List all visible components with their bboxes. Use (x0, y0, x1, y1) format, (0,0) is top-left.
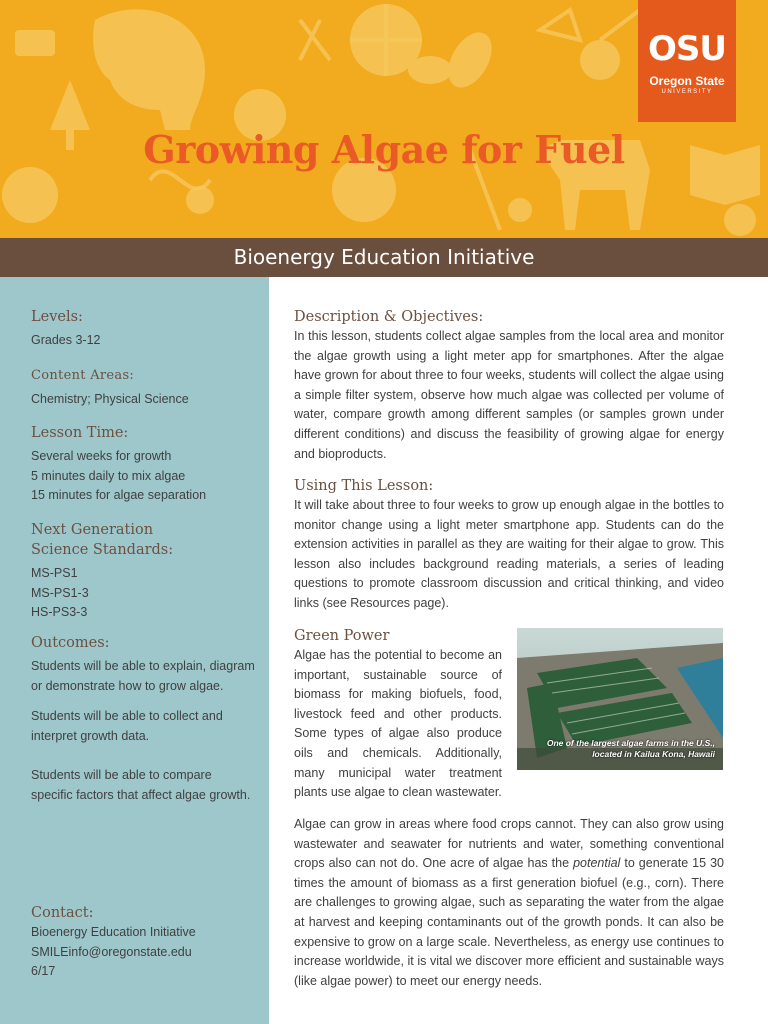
photo-caption: One of the largest algae farms in the U.S., located in Kailua Kona, Hawaii (546, 738, 715, 759)
osu-logo (638, 0, 736, 122)
osu-logo-sub: UNIVERSITY (661, 89, 713, 95)
using-heading: Using This Lesson: (294, 478, 434, 494)
page-title: Growing Algae for Fuel (143, 127, 625, 172)
outcome-item: Students will be able to explain, diagram or demonstrate how to grow algae. (31, 659, 255, 693)
skull-icon (2, 167, 58, 223)
description-heading: Description & Objectives: (294, 309, 484, 325)
description-text: In this lesson, students collect algae samples from the local area and monitor the algae growth using a light meter app for smartphones. After the algae have grown for about three to four weeks, students will collect the algae using a simple filter system, observe how much algae was collected per volume of water, compare growth among different samples (or samples grown under different conditions) and discuss the feasibility of growing algae for energy and bioproducts. (294, 329, 724, 461)
box-icon (15, 30, 55, 56)
subtitle-bar: Bioenergy Education Initiative (0, 238, 768, 277)
lesson-time-item: 5 minutes daily to mix algae (31, 468, 186, 483)
levels-heading: Levels: (31, 309, 83, 325)
using-section (294, 476, 724, 614)
contact-email[interactable]: SMILEinfo@oregonstate.edu (31, 944, 192, 959)
challenges-text-pre: Algae can grow in areas where food crops cannot. They can also grow using wastewater and seawater for nutrients and water, something conventional crops also can not do. One acre of algae has the (294, 817, 724, 871)
outcomes-heading: Outcomes: (31, 635, 110, 651)
contact-item: Bioenergy Education Initiative (31, 925, 196, 939)
osu-logo-name: Oregon State (649, 74, 725, 88)
content-areas-heading: Content Areas: (31, 368, 135, 383)
microbe-icon (408, 56, 452, 84)
challenges-text-post: to generate 15 30 times the amount of biomass as a first generation biofuel (e.g., corn). There are challenges to growing algae, such as separating the water from the algae at harvest and keeping contaminants out of the growth ponds. It can also be expensive to grow on a large scale. Nevertheless, as energy use continues to increase worldwide, it is vital we discover more efficient and sustainable ways (like algae power) to meet our energy needs. (294, 856, 724, 988)
description-section (294, 307, 724, 464)
levels-section (31, 307, 256, 351)
lesson-time-section (31, 423, 256, 506)
challenges-section (294, 815, 724, 991)
challenges-text (294, 815, 724, 991)
content-areas-value: Chemistry; Physical Science (31, 392, 189, 406)
outcomes-section (31, 633, 256, 805)
contact-heading: Contact: (31, 905, 94, 921)
head-icon (93, 9, 205, 130)
algae-farm-photo (517, 628, 723, 770)
header-banner (0, 0, 768, 238)
green-power-heading: Green Power (294, 628, 390, 644)
lesson-time-heading: Lesson Time: (31, 425, 129, 441)
tree-icon (50, 80, 90, 130)
ngss-item: HS-PS3-3 (31, 605, 88, 619)
levels-value: Grades 3-12 (31, 333, 101, 347)
using-text: It will take about three to four weeks to grow up enough algae in the bottles to monitor change using a light meter smartphone app. Students can do the extension activities in parallel as they are waiting for their algae to grow. This lesson also includes background reading materials, a series of leading questions to promote classroom discussion and critical thinking, and video links (see Resources page). (294, 498, 724, 610)
lesson-time-item: Several weeks for growth (31, 449, 172, 463)
leaf-icon (439, 25, 500, 95)
contact-date: 6/17 (31, 964, 56, 978)
osu-logo-mark: OSU (648, 29, 726, 69)
content-areas-section (31, 366, 256, 410)
ngss-item: MS-PS1-3 (31, 585, 89, 600)
outcome-item: Students will be able to collect and interpret growth data. (31, 709, 223, 743)
ngss-heading: Next Generation Science Standards: (31, 522, 174, 558)
outcome-item: Students will be able to compare specific factors that affect algae growth. (31, 768, 251, 802)
challenges-text-emphasis: potential (573, 856, 621, 871)
ngss-item: MS-PS1 (31, 566, 78, 580)
ngss-section (31, 520, 256, 623)
contact-section (31, 903, 256, 982)
green-power-text: Algae has the potential to become an important, sustainable source of biomass for making biofuels, food, livestock feed and other products. Some types of algae also produce oils and chemicals. Additionally, many municipal water treatment plants use algae to clean wastewater. (294, 648, 502, 800)
lesson-time-item: 15 minutes for algae separation (31, 488, 207, 502)
green-power-section (294, 626, 502, 803)
